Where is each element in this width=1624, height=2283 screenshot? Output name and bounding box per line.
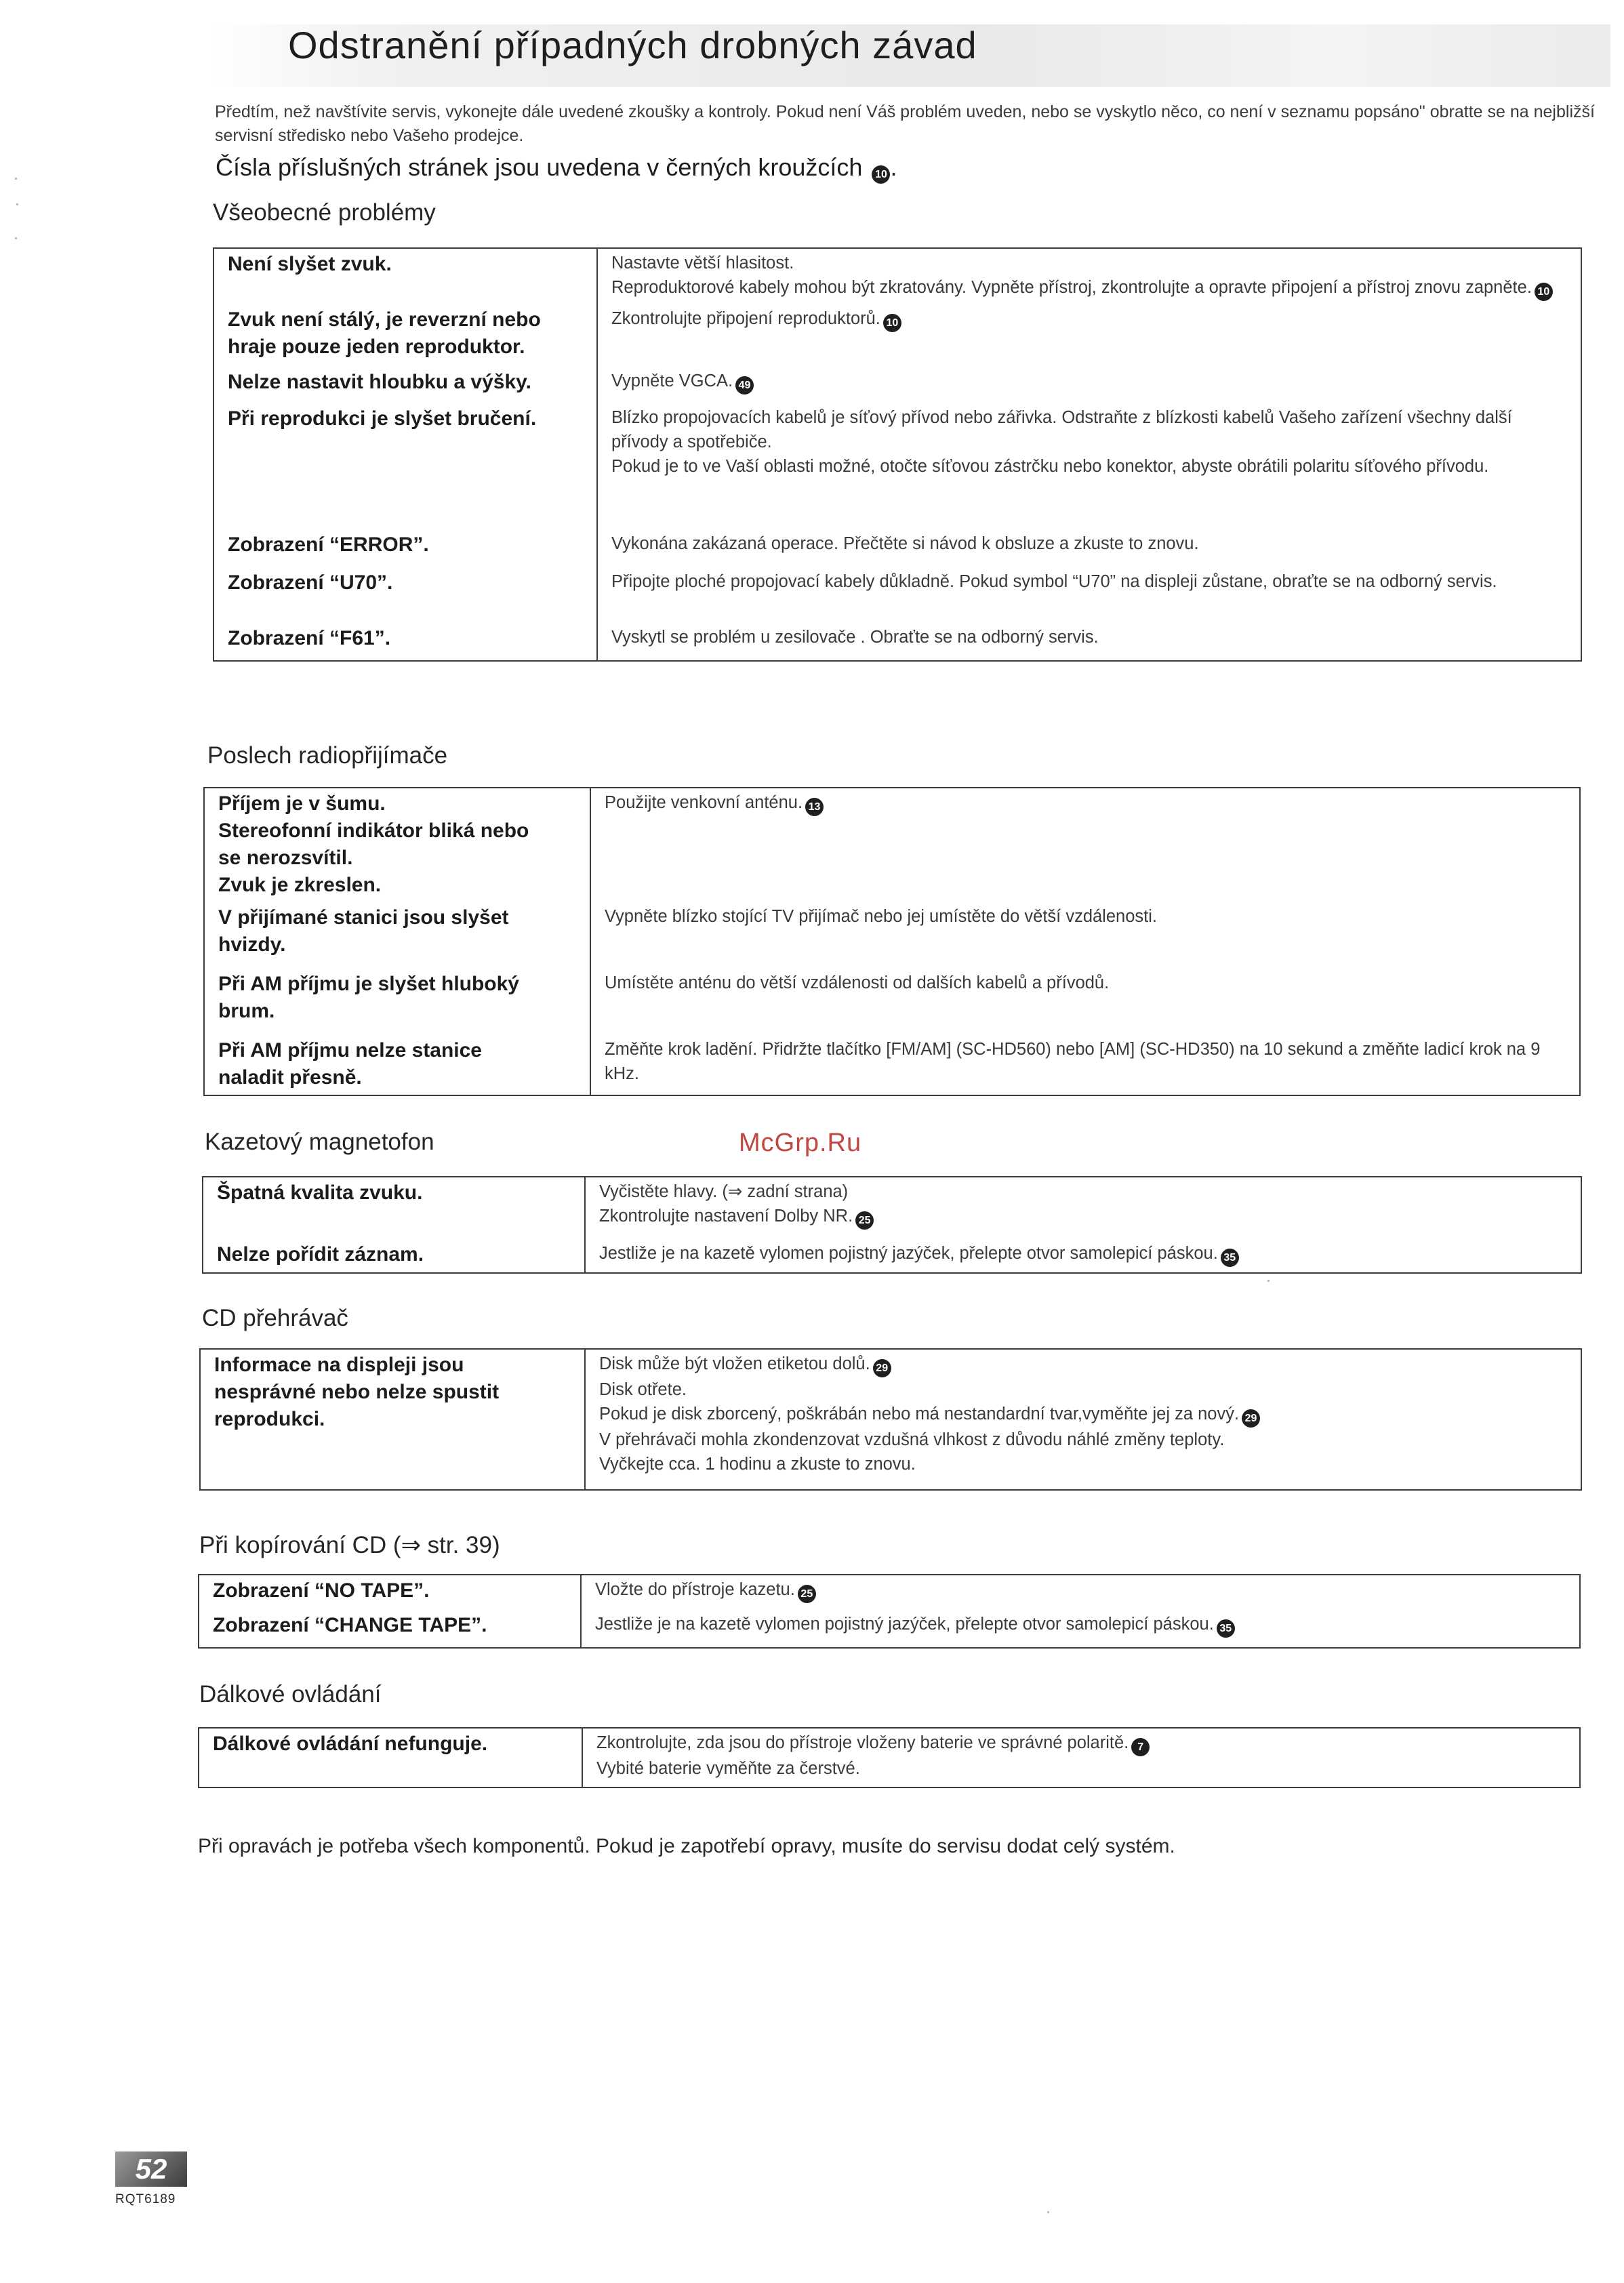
page-number-badge: 52 [115, 2151, 187, 2187]
scan-speck [15, 178, 17, 180]
remedy-line [599, 1179, 1567, 1204]
remedy-cell [585, 1349, 1581, 1490]
remedy-line [605, 1037, 1566, 1086]
remedy-text: Zkontrolujte nastavení Dolby NR. [599, 1207, 853, 1226]
remedy-line [611, 454, 1567, 479]
circled-page-ref-icon: 29 [1242, 1409, 1260, 1428]
table-row [203, 1177, 1581, 1239]
troubleshooting-table [203, 787, 1581, 1096]
problem-line: Stereofonní indikátor bliká nebo [218, 820, 529, 842]
problem-cell [200, 1349, 585, 1490]
circled-page-ref-icon: 7 [1131, 1738, 1150, 1756]
problem-line: Informace na displeji jsou [214, 1354, 464, 1376]
problem-line: Při AM příjmu je slyšet hluboký [218, 973, 519, 995]
scan-speck [1267, 1280, 1270, 1282]
table-row [199, 1575, 1580, 1610]
problem-cell [199, 1728, 582, 1787]
remedy-line [599, 1352, 1567, 1377]
table-row [214, 623, 1581, 661]
remedy-line [599, 1452, 1567, 1476]
problem-line: Zobrazení “F61”. [228, 627, 391, 649]
scan-speck [1047, 2211, 1049, 2213]
problem-line: Zvuk není stálý, je reverzní nebo [228, 308, 541, 331]
remedy-line [611, 405, 1567, 454]
remedy-text: Použijte venkovní anténu. [605, 793, 803, 812]
table-row [203, 1239, 1581, 1273]
problem-cell [214, 248, 597, 304]
problem-cell [203, 1239, 585, 1273]
table-row [204, 969, 1580, 1035]
remedy-cell [585, 1177, 1581, 1239]
remedy-line [595, 1612, 1566, 1638]
remedy-text: Jestliže je na kazetě vylomen pojistný jazýček, přelepte otvor samolepicí páskou. [595, 1615, 1214, 1634]
problem-cell [214, 529, 597, 567]
remedy-line [611, 369, 1567, 395]
remedy-cell [597, 403, 1581, 529]
table-row [199, 1610, 1580, 1648]
problem-line: Nelze pořídit záznam. [217, 1243, 424, 1266]
section-title: Při kopírování CD (⇒ str. 39) [199, 1532, 500, 1558]
remedy-cell [590, 788, 1580, 902]
remedy-text: Připojte ploché propojovací kabely důkladně. Pokud symbol “U70” na displeji zůstane, obraťte se na odborný servis. [611, 572, 1497, 591]
circled-page-ref-icon: 29 [873, 1359, 891, 1377]
remedy-cell [590, 1035, 1580, 1095]
remedy-line [611, 306, 1567, 332]
section-title: Poslech radiopřijímače [207, 742, 448, 769]
remedy-cell [597, 304, 1581, 367]
table-row [204, 788, 1580, 902]
remedy-text: Nastavte větší hlasitost. [611, 254, 794, 272]
problem-cell [214, 403, 597, 529]
troubleshooting-table [202, 1176, 1582, 1274]
table-row [214, 403, 1581, 529]
intro-paragraph: Předtím, než navštívite servis, vykonejte dále uvedené zkoušky a kontroly. Pokud není Váš problém uveden, nebo se vyskytlo něco, co není v seznamu popsáno" obratte se na nejbližší servisní středisko nebo Vašeho prodejce. [215, 102, 1595, 145]
remedy-line [611, 275, 1567, 301]
table-row [200, 1349, 1581, 1490]
remedy-text: Vyčistěte hlavy. (⇒ zadní strana) [599, 1182, 849, 1201]
remedy-cell [581, 1575, 1580, 1610]
section-title: CD přehrávač [202, 1305, 348, 1331]
remedy-cell [597, 567, 1581, 623]
remedy-text: Vyčkejte cca. 1 hodinu a zkuste to znovu. [599, 1455, 916, 1474]
problem-cell [214, 304, 597, 367]
remedy-text: Disk otřete. [599, 1380, 687, 1399]
remedy-text: Vypněte VGCA. [611, 371, 733, 390]
document-code: RQT6189 [115, 2192, 176, 2206]
remedy-line [605, 790, 1566, 816]
problem-line: Zvuk je zkreslen. [218, 874, 382, 896]
table-row [214, 567, 1581, 623]
problem-line: Špatná kvalita zvuku. [217, 1181, 423, 1204]
remedy-text: Vyskytl se problém u zesilovače . Obraťte se na odborný servis. [611, 628, 1099, 647]
remedy-cell [581, 1610, 1580, 1648]
remedy-line [596, 1756, 1566, 1781]
remedy-cell [597, 367, 1581, 403]
remedy-text: Umístěte anténu do větší vzdálenosti od dalších kabelů a přívodů. [605, 973, 1110, 992]
circled-page-ref-icon: 49 [735, 376, 754, 395]
scan-speck [16, 203, 18, 205]
remedy-line [605, 971, 1566, 995]
problem-cell [204, 902, 590, 969]
problem-line: V přijímané stanici jsou slyšet [218, 906, 509, 929]
problem-line: Při AM příjmu nelze stanice [218, 1039, 482, 1062]
problem-cell [204, 1035, 590, 1095]
problem-cell [214, 623, 597, 661]
remedy-line [595, 1577, 1566, 1603]
remedy-cell [597, 529, 1581, 567]
remedy-line [599, 1241, 1567, 1267]
scan-speck [15, 237, 17, 239]
remedy-cell [597, 248, 1581, 304]
remedy-line [605, 904, 1566, 929]
problem-line: reprodukci. [214, 1408, 325, 1430]
problem-line: Dálkové ovládání nefunguje. [213, 1733, 488, 1755]
final-note: Při opravách je potřeba všech komponentů. Pokud je zapotřebí opravy, musíte do servisu dodat celý systém. [198, 1835, 1175, 1857]
remedy-cell [585, 1239, 1581, 1273]
problem-line: se nerozsvítil. [218, 847, 353, 869]
problem-line: Při reprodukci je slyšet bručení. [228, 407, 537, 430]
problem-cell [204, 969, 590, 1035]
table-row [214, 367, 1581, 403]
problem-line: Zobrazení “NO TAPE”. [213, 1579, 430, 1602]
problem-line: hraje pouze jeden reproduktor. [228, 336, 525, 358]
circled-page-ref-icon: 25 [855, 1211, 874, 1230]
problem-cell [214, 567, 597, 623]
table-row [214, 248, 1581, 304]
problem-cell [199, 1575, 581, 1610]
problem-cell [203, 1177, 585, 1239]
remedy-text: Zkontrolujte, zda jsou do přístroje vloženy baterie ve správné polaritě. [596, 1733, 1129, 1752]
remedy-text: Disk může být vložen etiketou dolů. [599, 1354, 870, 1373]
circled-number-icon: 10 [872, 165, 890, 184]
section-title: Všeobecné problémy [213, 199, 436, 226]
remedy-line [596, 1731, 1566, 1756]
remedy-text: Reproduktorové kabely mohou být zkratovány. Vypněte přístroj, zkontrolujte a opravte připojení a přístroj znovu zapněte. [611, 278, 1532, 297]
circled-page-ref-icon: 10 [883, 314, 901, 332]
troubleshooting-table [213, 247, 1582, 662]
problem-line: brum. [218, 1000, 275, 1022]
remedy-text: Změňte krok ladění. Přidržte tlačítko [FM/AM] (SC-HD560) nebo [AM] (SC-HD350) na 10 sekund a změňte ladicí krok na 9 kHz. [605, 1040, 1541, 1083]
circled-page-ref-icon: 13 [805, 798, 824, 816]
table-row [214, 529, 1581, 567]
problem-line: Zobrazení “ERROR”. [228, 533, 429, 556]
problem-cell [214, 367, 597, 403]
remedy-cell [582, 1728, 1580, 1787]
troubleshooting-table [198, 1574, 1581, 1649]
remedy-text: Vložte do přístroje kazetu. [595, 1580, 795, 1599]
problem-line: Není slyšet zvuk. [228, 253, 392, 275]
section-title: Kazetový magnetofon [205, 1129, 434, 1155]
remedy-line [611, 569, 1567, 594]
problem-line: Příjem je v šumu. [218, 792, 386, 815]
remedy-line [611, 531, 1567, 556]
remedy-line [599, 1428, 1567, 1452]
remedy-cell [590, 969, 1580, 1035]
troubleshooting-table [199, 1348, 1582, 1491]
problem-line: Nelze nastavit hloubku a výšky. [228, 371, 531, 393]
remedy-cell [597, 623, 1581, 661]
circled-page-ref-icon: 10 [1535, 283, 1553, 301]
remedy-text: Pokud je to ve Vaší oblasti možné, otočte síťovou zástrčku nebo konektor, abyste obrátili polaritu síťového přívodu. [611, 457, 1489, 476]
table-row [204, 1035, 1580, 1095]
page-refs-note-text: Čísla příslušných stránek jsou uvedena v černých kroužcích [216, 153, 863, 181]
remedy-line [599, 1377, 1567, 1402]
problem-line: Zobrazení “CHANGE TAPE”. [213, 1614, 487, 1636]
problem-line: nesprávné nebo nelze spustit [214, 1381, 500, 1403]
table-row [204, 902, 1580, 969]
circled-page-ref-icon: 35 [1217, 1619, 1235, 1638]
remedy-text: Vybité baterie vyměňte za čerstvé. [596, 1759, 860, 1778]
problem-line: hvizdy. [218, 933, 286, 956]
problem-cell [199, 1610, 581, 1648]
remedy-text: Jestliže je na kazetě vylomen pojistný jazýček, přelepte otvor samolepicí páskou. [599, 1244, 1218, 1263]
remedy-text: Blízko propojovacích kabelů je síťový přívod nebo zářivka. Odstraňte z blízkosti kabelů Vašeho zařízení všechny další přívody a spotřebiče. [611, 408, 1512, 451]
remedy-text: Vypněte blízko stojící TV přijímač nebo jej umístěte do větší vzdálenosti. [605, 907, 1157, 926]
remedy-text: Pokud je disk zborcený, poškrábán nebo má nestandardní tvar,vyměňte jej za nový. [599, 1405, 1240, 1423]
problem-cell [204, 788, 590, 902]
remedy-text: V přehrávači mohla zkondenzovat vzdušná vlhkost z důvodu náhlé změny teploty. [599, 1430, 1225, 1449]
watermark: McGrp.Ru [739, 1129, 862, 1157]
section-title: Dálkové ovládání [199, 1681, 382, 1708]
remedy-cell [590, 902, 1580, 969]
table-row [199, 1728, 1580, 1787]
remedy-text: Vykonána zakázaná operace. Přečtěte si návod k obsluze a zkuste to znovu. [611, 534, 1199, 553]
problem-line: Zobrazení “U70”. [228, 571, 393, 594]
table-row [214, 304, 1581, 367]
circled-page-ref-icon: 35 [1221, 1249, 1239, 1267]
problem-line: naladit přesně. [218, 1066, 362, 1089]
remedy-line [599, 1402, 1567, 1428]
page-title: Odstranění případných drobných závad [288, 24, 977, 66]
remedy-line [599, 1204, 1567, 1230]
page-refs-note: Čísla příslušných stránek jsou uvedena v černých kroužcích 10 . [216, 153, 897, 184]
troubleshooting-table [198, 1727, 1581, 1788]
remedy-text: Zkontrolujte připojení reproduktorů. [611, 309, 880, 328]
remedy-line [611, 251, 1567, 275]
remedy-line [611, 625, 1567, 649]
circled-page-ref-icon: 25 [798, 1585, 816, 1603]
